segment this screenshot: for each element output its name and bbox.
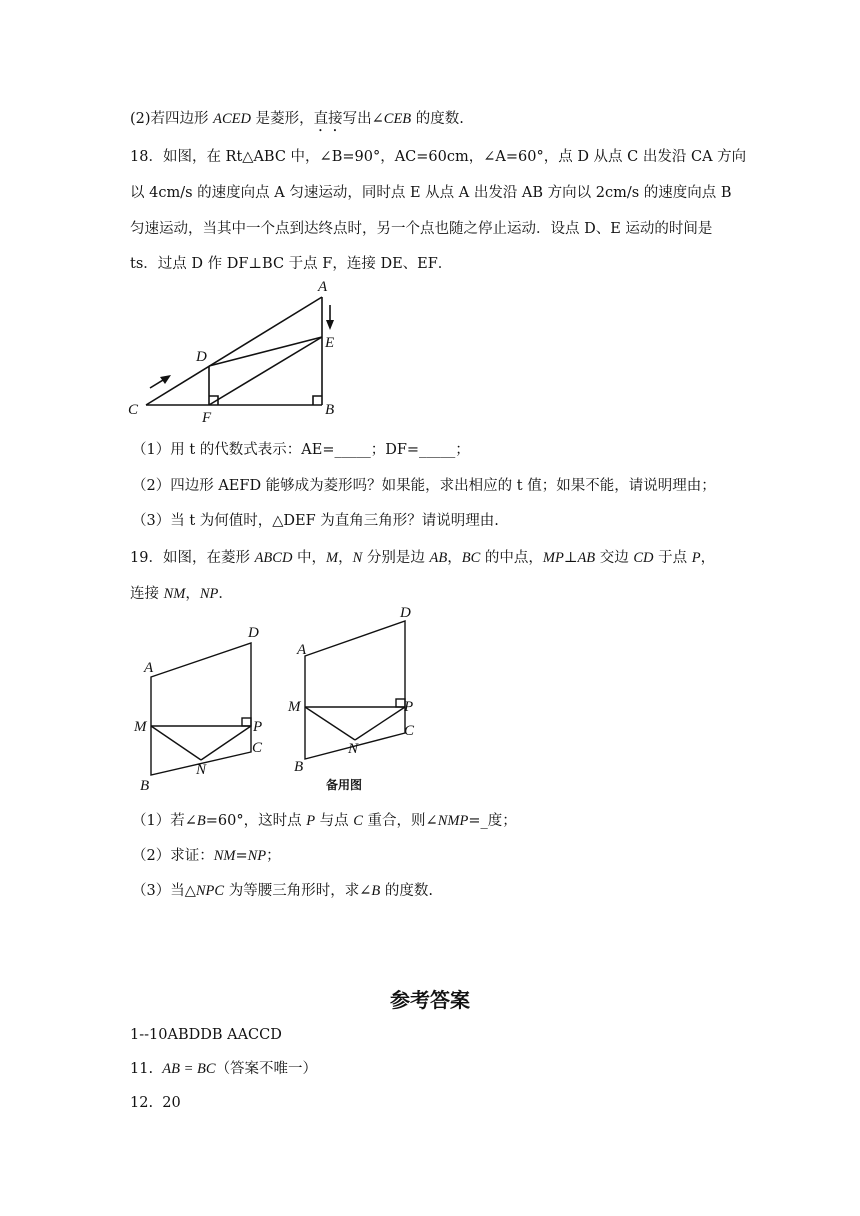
q19-var: C xyxy=(353,813,363,829)
q17-text: 的度数. xyxy=(411,111,464,127)
q19-part1 xyxy=(132,811,517,831)
q19-text: ， xyxy=(185,586,200,602)
q19-var: B xyxy=(371,883,381,899)
q19-text: ； xyxy=(266,848,281,864)
q19-var: NM xyxy=(213,848,236,864)
q18-stem-line: 以 4cm/s 的速度向点 A 匀速运动，同时点 E 从点 A 出发沿 AB 方向以 2cm/s 的速度向点 B xyxy=(130,185,732,201)
q17-text: 写出∠ xyxy=(342,111,384,127)
q19-text: 连接 xyxy=(130,586,164,602)
q17-var: CEB xyxy=(383,111,412,127)
q18-label-d: D xyxy=(196,349,207,365)
q19-left-label-m: M xyxy=(134,719,147,735)
q19-var: P xyxy=(306,813,316,829)
q19-var: NMP xyxy=(437,813,469,829)
q19-text: 为等腰三角形时，求∠ xyxy=(224,883,372,899)
q19-text: ． xyxy=(218,586,233,602)
q19-text: 19．如图，在菱形 xyxy=(130,550,255,566)
q19-stem-line2 xyxy=(130,584,233,604)
q19-text: =60°，这时点 xyxy=(205,813,307,829)
q19-var: NM xyxy=(163,586,186,602)
q18-label-c: C xyxy=(128,402,139,418)
q17-text: (2)若四边形 xyxy=(130,111,214,127)
q17-text: 是菱形， xyxy=(251,111,314,127)
q19-left-label-p: P xyxy=(253,719,263,735)
q19-text: ⊥ xyxy=(563,550,578,566)
answer-number: 11. xyxy=(130,1061,154,1077)
q19-left-label-n: N xyxy=(196,762,207,778)
q19-text: （3）当△ xyxy=(132,883,196,899)
q18-stem-line: 18．如图，在 Rt△ABC 中，∠B=90°，AC=60cm，∠A=60°，点 D 从点 C 出发沿 CA 方向 xyxy=(130,149,747,165)
answer-12 xyxy=(130,1093,181,1113)
q17-part2 xyxy=(130,109,464,135)
q19-text: （2）求证： xyxy=(132,848,214,864)
q19-var: ABCD xyxy=(254,550,293,566)
q19-text: 重合，则∠ xyxy=(362,813,438,829)
q19-stem-line1 xyxy=(130,548,715,568)
q19-left-label-b: B xyxy=(140,778,150,794)
q19-part2 xyxy=(132,846,281,866)
q18-part3: （3）当 t 为何值时，△DEF 为直角三角形？请说明理由. xyxy=(132,513,499,529)
q19-text: ， xyxy=(700,550,716,566)
q18-label-b: B xyxy=(325,402,335,418)
answer-number: 12. xyxy=(130,1095,154,1111)
answer-1-10: 1--10ABDDB AACCD xyxy=(130,1027,282,1043)
q19-var: N xyxy=(352,550,363,566)
q19-right-label-n: N xyxy=(348,741,359,757)
q18-label-a: A xyxy=(318,279,328,295)
q19-var: BC xyxy=(461,550,481,566)
q19-var: NPC xyxy=(195,883,225,899)
answer-11 xyxy=(130,1059,317,1079)
q19-var: NP xyxy=(247,848,267,864)
q19-text: 与点 xyxy=(315,813,354,829)
answer-value: 20 xyxy=(162,1095,181,1111)
q19-text: ， xyxy=(447,550,462,566)
q19-var: CD xyxy=(633,550,654,566)
q19-var: B xyxy=(196,813,206,829)
q18-label-e: E xyxy=(325,335,335,351)
q19-left-label-c: C xyxy=(252,740,263,756)
q18-stem-line: ts．过点 D 作 DF⊥BC 于点 F，连接 DE、EF． xyxy=(130,256,453,272)
q19-left-label-a: A xyxy=(144,660,154,676)
answer-note: （答案不唯一） xyxy=(215,1061,318,1077)
q19-var: M xyxy=(326,550,339,566)
q19-text: 的中点， xyxy=(480,550,543,566)
q19-right-label-a: A xyxy=(297,642,307,658)
q19-right-label-p: P xyxy=(404,699,414,715)
q19-text: = xyxy=(235,848,248,864)
q19-var: NP xyxy=(199,586,219,602)
q19-text: ， xyxy=(338,550,353,566)
q19-text: 的度数. xyxy=(380,883,433,899)
q19-spare-caption: 备用图 xyxy=(326,778,363,792)
q19-right-label-c: C xyxy=(404,723,415,739)
q18-stem-line: 匀速运动，当其中一个点到达终点时，另一个点也随之停止运动．设点 D、E 运动的时间是 xyxy=(130,221,713,237)
q19-part3 xyxy=(132,881,433,901)
q19-var: AB xyxy=(577,550,596,566)
q19-text: =_度； xyxy=(468,813,517,829)
q19-right-label-d: D xyxy=(400,605,411,621)
q18-part1: （1）用 t 的代数式表示：AE=_____；DF=_____； xyxy=(132,442,470,458)
q17-emphasis: 直接 xyxy=(313,111,343,127)
q19-var: AB xyxy=(429,550,448,566)
q18-label-f: F xyxy=(202,410,212,426)
q19-text: 于点 xyxy=(653,550,692,566)
q19-text: 交边 xyxy=(595,550,634,566)
q19-left-label-d: D xyxy=(248,625,259,641)
q19-text: （1）若∠ xyxy=(132,813,197,829)
q19-var: P xyxy=(691,550,701,566)
answer-expression: AB = BC xyxy=(162,1061,216,1077)
q19-text: 分别是边 xyxy=(362,550,430,566)
q17-var: ACED xyxy=(213,111,252,127)
q19-right-label-b: B xyxy=(294,759,304,775)
q19-right-label-m: M xyxy=(288,699,301,715)
q19-text: 中， xyxy=(292,550,327,566)
q18-part2: （2）四边形 AEFD 能够成为菱形吗？如果能，求出相应的 t 值；如果不能，请说明理由； xyxy=(132,478,716,494)
answers-title: 参考答案 xyxy=(390,988,470,1012)
q19-var: MP xyxy=(542,550,564,566)
